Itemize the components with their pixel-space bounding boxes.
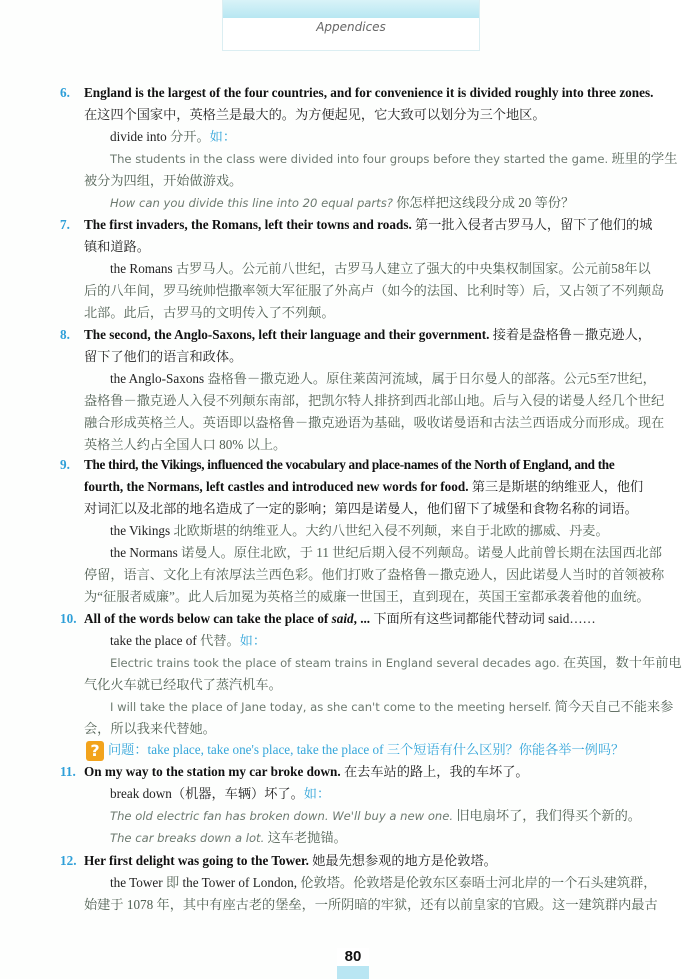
heading-text: On my way to the station my car broke down. <box>84 764 341 779</box>
item-10-heading <box>60 610 596 628</box>
item-6-heading <box>60 84 654 102</box>
item-7-heading-cont: 镇和道路。 <box>84 239 150 254</box>
page-header <box>222 0 480 51</box>
example-text: I will take the place of Jane today, as she can't come to the meeting herself. <box>110 700 552 714</box>
example-translation: 班里的学生 <box>611 151 678 166</box>
heading-text: All of the words below can take the place of <box>84 611 332 626</box>
question-text: 问题：take place, take one's place, take the place of 三个短语有什么区别？你能各举一例吗？ <box>108 742 625 758</box>
item-9-heading <box>60 456 615 474</box>
item-7-note <box>110 260 651 278</box>
example-text: The old electric fan has broken down. We'll buy a new one. <box>110 809 454 823</box>
example-label: 如： <box>303 786 331 801</box>
example-text: The students in the class were divided into four groups before they started the game. <box>110 152 609 166</box>
note-text: 诺曼人。原住北欧，于 11 世纪后期入侵不列颠岛。诺曼人此前曾长期在法国西北部 <box>181 545 662 560</box>
term: the Romans <box>110 261 173 276</box>
item-9-heading-cont <box>84 478 643 496</box>
item-10-example-2 <box>110 698 673 716</box>
item-7-heading <box>60 216 653 234</box>
item-number: 6. <box>60 85 70 100</box>
header-decoration <box>223 0 479 18</box>
item-number: 9. <box>60 457 70 472</box>
heading-translation: 在去车站的路上，我的车坏了。 <box>343 764 529 779</box>
item-8-note <box>110 370 656 388</box>
item-9-note-cont: 为“征服者威廉”。此人后加冕为英格兰的威廉一世国王，直到现在，英国王室都承袭着他的血统。 <box>84 589 650 604</box>
item-7-note-cont: 后的八年间，罗马统帅恺撒率领大军征服了外高卢（如今的法国、比利时等）后，又占领了不列颠岛 <box>84 283 665 298</box>
example-text: Electric trains took the place of steam trains in England several decades ago. <box>110 656 560 670</box>
term: the Tower <box>110 875 163 890</box>
item-9-note-normans <box>110 544 662 562</box>
example-translation: 在英国，数十年前电 <box>562 655 682 670</box>
term: take the place of <box>110 633 197 648</box>
term-meaning: 分开。 <box>170 129 210 144</box>
item-number: 7. <box>60 217 70 232</box>
heading-translation: 她最先想参观的地方是伦敦塔。 <box>312 853 497 868</box>
note-text: 伦敦塔。伦敦塔是伦敦东区泰晤士河北岸的一个石头建筑群， <box>300 875 657 890</box>
heading-translation: 接着是盎格鲁－撒克逊人， <box>492 327 651 342</box>
example-translation: 你怎样把这线段分成 20 等份？ <box>396 195 575 210</box>
item-6-example-1-cont: 被分为四组，开始做游戏。 <box>84 173 243 188</box>
item-6-example-1 <box>110 150 677 168</box>
note-text: 盎格鲁－撒克逊人。原住莱茵河流域，属于日尔曼人的部落。公元5至7世纪， <box>207 371 656 386</box>
heading-text: The third, the Vikings, influenced the vocabulary and place-names of the North of England, and the <box>84 457 615 472</box>
term: the Normans <box>110 545 178 560</box>
note-text: 即 <box>165 875 180 890</box>
example-label: 如： <box>209 129 237 144</box>
item-11-heading <box>60 763 529 781</box>
item-12-note-cont: 始建于 1078 年，其中有座古老的堡垒，一所阴暗的牢狱，还有以前皇家的官殿。这一建筑群内最古 <box>84 897 658 912</box>
item-6-translation: 在这四个国家中，英格兰是最大的。为方便起见，它大致可以划分为三个地区。 <box>84 107 546 122</box>
term: the Vikings <box>110 523 171 538</box>
item-number: 12. <box>60 853 77 868</box>
item-number: 8. <box>60 327 70 342</box>
example-label: 如： <box>239 633 267 648</box>
item-10-question <box>86 741 624 761</box>
question-mark-icon: ? <box>86 741 104 761</box>
item-10-example-1 <box>110 654 682 672</box>
note-text: 古罗马人。公元前八世纪，古罗马人建立了强大的中央集权制国家。公元前58年以 <box>175 261 651 276</box>
item-11-example-2 <box>110 829 347 847</box>
example-text: The car breaks down a lot. <box>110 831 265 845</box>
heading-text: England is the largest of the four countries, and for convenience it is divided roughly into three zones. <box>84 85 654 100</box>
item-9-translation: 对词汇以及北部的地名造成了一定的影响；第四是诺曼人，他们留下了城堡和食物名称的词语。 <box>84 501 638 516</box>
item-number: 10. <box>60 611 77 626</box>
item-7-note-cont: 北部。此后，古罗马的文明传入了不列颠。 <box>84 305 335 320</box>
item-8-heading-cont: 留下了他们的语言和政体。 <box>84 349 243 364</box>
item-12-heading <box>60 852 497 870</box>
term-meaning: （机器，车辆）坏了。 <box>171 786 304 801</box>
term: break down <box>110 786 172 801</box>
item-8-note-cont: 融合形成英格兰人。英语即以盎格鲁－撒克逊语为基础，吸收诺曼语和古法兰西语成分而形成。现在 <box>84 415 665 430</box>
item-6-term <box>110 128 236 146</box>
item-11-term <box>110 785 330 803</box>
note-text: 北欧斯堪的纳维亚人。大约八世纪入侵不列颠，来自于北欧的挪威、丹麦。 <box>173 523 609 538</box>
item-number: 11. <box>60 764 76 779</box>
heading-keyword: said <box>331 611 354 626</box>
item-10-example-1-cont: 气化火车就已经取代了蒸汽机车。 <box>84 677 282 692</box>
heading-text: fourth, the Normans, left castles and introduced new words for food. <box>84 479 469 494</box>
term: the Tower of London, <box>182 875 298 890</box>
heading-translation: 第三是斯堪的纳维亚人，他们 <box>471 479 644 494</box>
heading-text: Her first delight was going to the Tower. <box>84 853 309 868</box>
heading-text: , ... <box>353 611 371 626</box>
item-10-term <box>110 632 266 650</box>
item-8-note-cont: 盎格鲁－撒克逊人入侵不列颠东南部，把凯尔特人排挤到西北部山地。后与入侵的诺曼人经几个世纪 <box>84 393 665 408</box>
item-6-example-2 <box>110 194 574 212</box>
item-11-example-1 <box>110 807 641 825</box>
header-title: Appendices <box>316 20 386 34</box>
heading-translation: 第一批入侵者古罗马人，留下了他们的城 <box>415 217 653 232</box>
heading-translation: 下面所有这些词都能代替动词 said…… <box>373 611 596 626</box>
item-9-note-cont: 停留，语言、文化上有浓厚法兰西色彩。他们打败了盎格鲁－撒克逊人，因此诺曼人当时的首领被称 <box>84 567 665 582</box>
heading-text: The second, the Anglo-Saxons, left their language and their government. <box>84 327 490 342</box>
item-12-note <box>110 874 656 892</box>
example-translation: 简今天自己不能来参 <box>554 699 674 714</box>
example-translation: 这车老抛锚。 <box>267 830 347 845</box>
term: divide into <box>110 129 167 144</box>
page-number: 80 <box>337 948 369 979</box>
item-10-example-2-cont: 会，所以我来代替她。 <box>84 721 216 736</box>
item-8-note-cont: 英格兰人约占全国人口 80% 以上。 <box>84 437 287 452</box>
item-9-note-vikings <box>110 522 609 540</box>
term-meaning: 代替。 <box>200 633 240 648</box>
term: the Anglo-Saxons <box>110 371 205 386</box>
example-translation: 旧电扇坏了，我们得买个新的。 <box>456 808 641 823</box>
item-8-heading <box>60 326 651 344</box>
example-text: How can you divide this line into 20 equal parts? <box>110 196 393 210</box>
heading-text: The first invaders, the Romans, left their towns and roads. <box>84 217 412 232</box>
